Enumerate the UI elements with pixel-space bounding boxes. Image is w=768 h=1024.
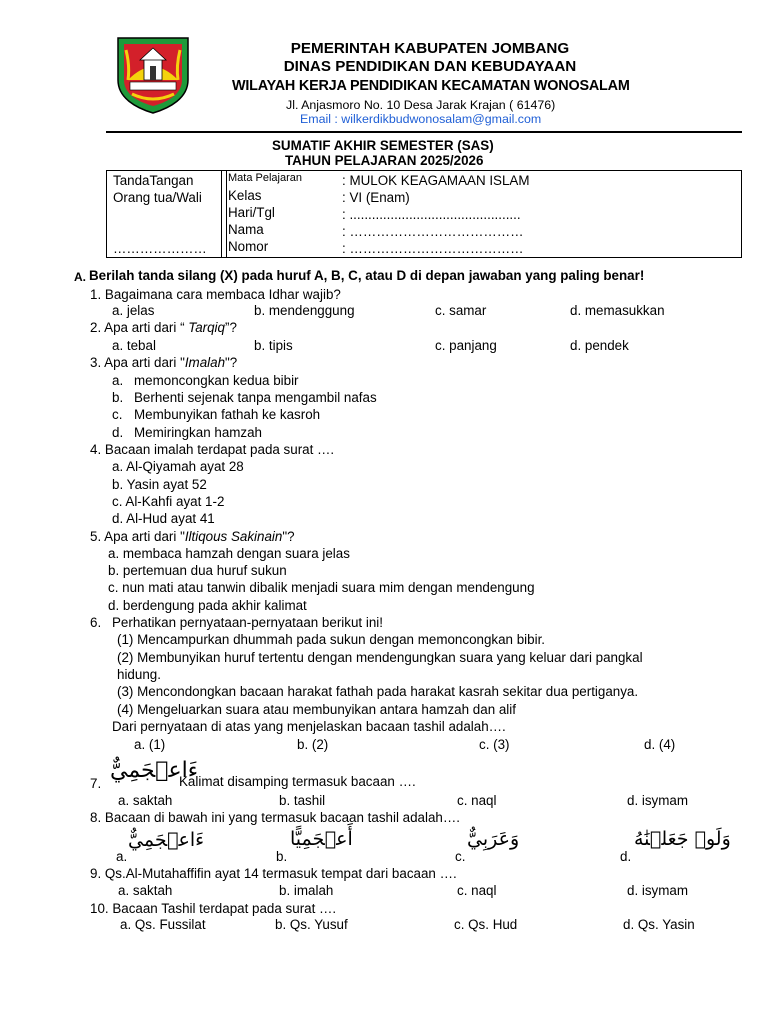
header-line-3: WILAYAH KERJA PENDIDIKAN KECAMATAN WONOSALAM — [232, 78, 630, 94]
question-9: 9. Qs.Al-Mutahaffifin ayat 14 termasuk tempat dari bacaan …. — [90, 866, 457, 881]
header-address: Jl. Anjasmoro No. 10 Desa Jarak Krajan ( 61476) — [286, 98, 556, 112]
q5-text-post: "? — [282, 529, 295, 544]
q3-option-c[interactable]: Membunyikan fathah ke kasroh — [134, 407, 321, 422]
question-7-number: 7. — [90, 776, 102, 791]
header-line-2: DINAS PENDIDIKAN DAN KEBUDAYAAN — [283, 58, 577, 75]
q4-option-b[interactable]: b. Yasin ayat 52 — [112, 477, 207, 492]
q3-term: Imalah — [184, 355, 226, 370]
value-subject: : MULOK KEAGAMAAN ISLAM — [342, 173, 530, 188]
q6-option-c[interactable]: c. (3) — [479, 737, 510, 752]
identity-inner-divider — [226, 170, 227, 258]
q5-text-pre: 5. Apa arti dari " — [90, 529, 185, 544]
q3-option-a-letter: a. — [112, 373, 124, 388]
identity-fields-cell — [222, 171, 742, 258]
q3-option-d[interactable]: Memiringkan hamzah — [134, 425, 263, 440]
q4-option-a[interactable]: a. Al-Qiyamah ayat 28 — [112, 459, 244, 474]
q9-option-d[interactable]: d. isymam — [627, 883, 689, 898]
q6-prompt: Dari pernyataan di atas yang menjelaskan bacaan tashil adalah…. — [112, 719, 506, 734]
letterhead-divider — [106, 131, 742, 133]
section-instruction: Berilah tanda silang (X) pada huruf A, B, C, atau D di depan jawaban yang paling benar! — [89, 268, 645, 283]
label-subject: Mata Pelajaran — [228, 172, 302, 184]
q8-option-b-arabic[interactable]: أَعۡجَمِيًّا — [290, 828, 353, 850]
field-day-date[interactable]: : .............................................. — [342, 207, 521, 222]
question-4: 4. Bacaan imalah terdapat pada surat …. — [90, 442, 335, 457]
regency-logo — [116, 36, 190, 114]
q6-statement-2: (2) Membunyikan huruf tertentu dengan mendengungkan suara yang keluar dari pangkal — [117, 650, 643, 665]
q8-option-a-letter[interactable]: a. — [116, 849, 128, 864]
q3-text-pre: 3. Apa arti dari " — [90, 355, 185, 370]
question-2 — [90, 320, 237, 335]
field-name[interactable]: : ………………………………… — [342, 224, 524, 239]
q2-text-pre: 2. Apa arti dari “ — [90, 320, 189, 335]
q6-option-d[interactable]: d. (4) — [644, 737, 676, 752]
q2-option-c[interactable]: c. panjang — [435, 338, 497, 353]
q7-option-b[interactable]: b. tashil — [279, 793, 326, 808]
header-email[interactable]: Email : wilkerdikbudwonosalam@gmail.com — [300, 112, 542, 126]
q5-option-a[interactable]: a. membaca hamzah dengan suara jelas — [108, 546, 350, 561]
q2-term: Tarqiq — [188, 320, 225, 335]
q2-option-b[interactable]: b. tipis — [254, 338, 293, 353]
q10-option-b[interactable]: b. Qs. Yusuf — [275, 917, 348, 932]
header-line-1: PEMERINTAH KABUPATEN JOMBANG — [290, 40, 570, 57]
q5-option-c[interactable]: c. nun mati atau tanwin dibalik menjadi suara mim dengan mendengung — [108, 580, 535, 595]
q8-option-d-letter[interactable]: d. — [620, 849, 632, 864]
jombang-regency-crest-icon — [116, 36, 190, 114]
question-3 — [90, 355, 237, 370]
signature-label-2: Orang tua/Wali — [113, 190, 202, 205]
question-6-number: 6. — [90, 615, 102, 630]
q8-option-a-arabic[interactable]: ءَاعۡجَمِيٌّ — [128, 829, 205, 851]
question-5 — [90, 529, 295, 544]
question-1: 1. Bagaimana cara membaca Idhar wajib? — [90, 287, 341, 302]
exam-year: TAHUN PELAJARAN 2025/2026 — [285, 153, 484, 168]
q10-option-c[interactable]: c. Qs. Hud — [454, 917, 518, 932]
signature-cell — [107, 171, 222, 258]
q6-statement-2-cont: hidung. — [117, 667, 161, 682]
q7-option-a[interactable]: a. saktah — [118, 793, 173, 808]
q4-option-c[interactable]: c. Al-Kahfi ayat 1-2 — [112, 494, 225, 509]
value-class: : VI (Enam) — [342, 190, 410, 205]
q3-option-a[interactable]: memoncongkan kedua bibir — [134, 373, 299, 388]
q3-option-c-letter: c. — [112, 407, 123, 422]
q1-option-d[interactable]: d. memasukkan — [570, 303, 665, 318]
q1-option-b[interactable]: b. mendenggung — [254, 303, 355, 318]
q6-option-a[interactable]: a. (1) — [134, 737, 166, 752]
q6-statement-1: (1) Mencampurkan dhummah pada sukun dengan memoncongkan bibir. — [117, 632, 546, 647]
q2-option-d[interactable]: d. pendek — [570, 338, 629, 353]
identity-table — [106, 170, 742, 258]
q1-option-c[interactable]: c. samar — [435, 303, 487, 318]
label-class: Kelas — [228, 188, 262, 203]
label-name: Nama — [228, 222, 264, 237]
q8-option-b-letter[interactable]: b. — [276, 849, 288, 864]
label-number: Nomor — [228, 239, 269, 254]
q5-option-d[interactable]: d. berdengung pada akhir kalimat — [108, 598, 307, 613]
q2-text-post: ”? — [224, 320, 237, 335]
q3-option-b[interactable]: Berhenti sejenak tanpa mengambil nafas — [134, 390, 377, 405]
q3-option-b-letter: b. — [112, 390, 124, 405]
q10-option-a[interactable]: a. Qs. Fussilat — [120, 917, 206, 932]
q6-statement-4: (4) Mengeluarkan suara atau membunyikan antara hamzah dan alif — [117, 702, 516, 717]
q8-option-c-arabic[interactable]: وَعَرَبِيٌّ — [467, 828, 520, 850]
label-day-date: Hari/Tgl — [228, 205, 275, 220]
question-10: 10. Bacaan Tashil terdapat pada surat …. — [90, 901, 337, 916]
q4-option-d[interactable]: d. Al-Hud ayat 41 — [112, 511, 215, 526]
q8-option-d-arabic[interactable]: وَلَوۡ جَعَلۡنَٰهُ — [634, 828, 731, 850]
q2-option-a[interactable]: a. tebal — [112, 338, 156, 353]
q10-option-d[interactable]: d. Qs. Yasin — [623, 917, 695, 932]
section-letter: A. — [74, 270, 86, 284]
q6-option-b[interactable]: b. (2) — [297, 737, 329, 752]
q5-option-b[interactable]: b. pertemuan dua huruf sukun — [108, 563, 287, 578]
q9-option-c[interactable]: c. naql — [457, 883, 497, 898]
q3-option-d-letter: d. — [112, 425, 124, 440]
q6-statement-3: (3) Mencondongkan bacaan harakat fathah pada harakat kasrah sekitar dua pertiganya. — [117, 684, 639, 699]
q8-option-c-letter[interactable]: c. — [455, 849, 466, 864]
q3-text-post: "? — [225, 355, 238, 370]
signature-dots[interactable]: ………………… — [113, 241, 207, 256]
signature-label-1: TandaTangan — [113, 173, 194, 188]
q9-option-a[interactable]: a. saktah — [118, 883, 173, 898]
q5-term: Iltiqous Sakinain — [184, 529, 283, 544]
q7-arabic-word: ءَاعۡجَمِيٌّ — [110, 758, 199, 783]
question-6: Perhatikan pernyataan-pernyataan berikut ini! — [112, 615, 383, 630]
q9-option-b[interactable]: b. imalah — [279, 883, 334, 898]
q7-option-c[interactable]: c. naql — [457, 793, 497, 808]
q7-option-d[interactable]: d. isymam — [627, 793, 689, 808]
exam-title: SUMATIF AKHIR SEMESTER (SAS) — [272, 138, 494, 153]
field-number[interactable]: : ………………………………… — [342, 241, 524, 256]
question-8: 8. Bacaan di bawah ini yang termasuk bacaan tashil adalah…. — [90, 810, 460, 825]
question-7: Kalimat disamping termasuk bacaan …. — [179, 774, 416, 789]
q1-option-a[interactable]: a. jelas — [112, 303, 155, 318]
